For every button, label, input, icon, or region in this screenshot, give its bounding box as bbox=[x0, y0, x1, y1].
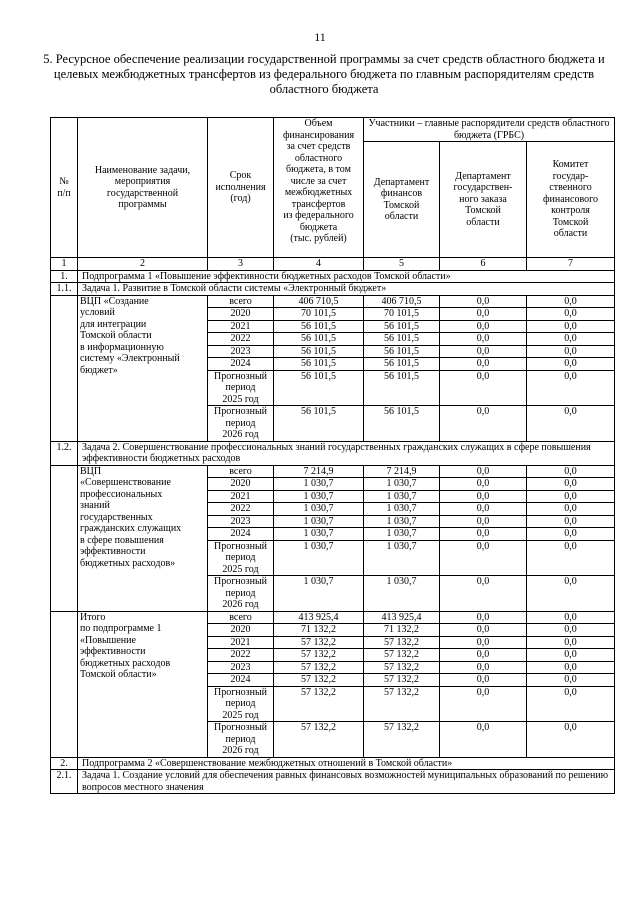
col-number: 6 bbox=[440, 258, 527, 271]
row-num: 2.1. bbox=[51, 770, 78, 794]
col-number: 5 bbox=[364, 258, 440, 271]
term-cell: 2022 bbox=[208, 333, 274, 346]
dept-finance-cell: 57 132,2 bbox=[364, 686, 440, 722]
dept-order-cell: 0,0 bbox=[440, 624, 527, 637]
committee-cell: 0,0 bbox=[527, 295, 615, 308]
dept-order-cell: 0,0 bbox=[440, 540, 527, 576]
total-cell: 57 132,2 bbox=[274, 674, 364, 687]
total-cell: 71 132,2 bbox=[274, 624, 364, 637]
dept-order-cell: 0,0 bbox=[440, 478, 527, 491]
total-cell: 57 132,2 bbox=[274, 661, 364, 674]
header-term: Срок исполнения (год) bbox=[208, 118, 274, 258]
total-cell: 1 030,7 bbox=[274, 503, 364, 516]
row-num-empty bbox=[51, 465, 78, 611]
committee-cell: 0,0 bbox=[527, 636, 615, 649]
dept-finance-cell: 56 101,5 bbox=[364, 406, 440, 442]
dept-finance-cell: 1 030,7 bbox=[364, 540, 440, 576]
dept-finance-cell: 57 132,2 bbox=[364, 636, 440, 649]
term-cell: 2021 bbox=[208, 320, 274, 333]
dept-order-cell: 0,0 bbox=[440, 722, 527, 758]
col-number: 1 bbox=[51, 258, 78, 271]
dept-finance-cell: 57 132,2 bbox=[364, 722, 440, 758]
dept-finance-cell: 57 132,2 bbox=[364, 661, 440, 674]
committee-cell: 0,0 bbox=[527, 406, 615, 442]
total-cell: 1 030,7 bbox=[274, 528, 364, 541]
dept-finance-cell: 1 030,7 bbox=[364, 576, 440, 612]
committee-cell: 0,0 bbox=[527, 478, 615, 491]
row-num: 1.2. bbox=[51, 441, 78, 465]
dept-finance-cell: 7 214,9 bbox=[364, 465, 440, 478]
header-name: Наименование задачи, мероприятия государственной программы bbox=[78, 118, 208, 258]
term-cell: Прогнозный период 2025 год bbox=[208, 686, 274, 722]
row-num: 1.1. bbox=[51, 283, 78, 296]
header-dept-order: Департамент государствен- ного заказа Томской области bbox=[440, 142, 527, 258]
row-num-empty bbox=[51, 611, 78, 757]
total-cell: 1 030,7 bbox=[274, 540, 364, 576]
total-cell: 57 132,2 bbox=[274, 722, 364, 758]
funding-row bbox=[51, 465, 615, 478]
term-cell: 2020 bbox=[208, 308, 274, 321]
term-cell: всего bbox=[208, 295, 274, 308]
funding-row bbox=[51, 295, 615, 308]
dept-order-cell: 0,0 bbox=[440, 649, 527, 662]
term-cell: 2023 bbox=[208, 661, 274, 674]
col-number: 4 bbox=[274, 258, 364, 271]
dept-finance-cell: 70 101,5 bbox=[364, 308, 440, 321]
dept-order-cell: 0,0 bbox=[440, 370, 527, 406]
col-number: 7 bbox=[527, 258, 615, 271]
committee-cell: 0,0 bbox=[527, 320, 615, 333]
dept-finance-cell: 1 030,7 bbox=[364, 503, 440, 516]
total-cell: 56 101,5 bbox=[274, 320, 364, 333]
term-cell: 2021 bbox=[208, 636, 274, 649]
row-num-empty bbox=[51, 295, 78, 441]
section-heading: 5. Ресурсное обеспечение реализации государственной программы за счет средств областного бюджета и целевых межбюджетных трансфертов из федерального бюджета по главным распорядителям средств областного бюджета bbox=[43, 52, 605, 96]
total-cell: 56 101,5 bbox=[274, 370, 364, 406]
activity-name: Итого по подпрограмме 1 «Повышение эффективности бюджетных расходов Томской области» bbox=[78, 611, 208, 757]
dept-order-cell: 0,0 bbox=[440, 358, 527, 371]
committee-cell: 0,0 bbox=[527, 649, 615, 662]
committee-cell: 0,0 bbox=[527, 465, 615, 478]
total-cell: 57 132,2 bbox=[274, 636, 364, 649]
dept-order-cell: 0,0 bbox=[440, 674, 527, 687]
committee-cell: 0,0 bbox=[527, 722, 615, 758]
page-number: 11 bbox=[314, 30, 326, 44]
dept-order-cell: 0,0 bbox=[440, 528, 527, 541]
committee-cell: 0,0 bbox=[527, 540, 615, 576]
dept-order-cell: 0,0 bbox=[440, 636, 527, 649]
term-cell: 2024 bbox=[208, 358, 274, 371]
committee-cell: 0,0 bbox=[527, 345, 615, 358]
term-cell: 2022 bbox=[208, 649, 274, 662]
subprogram-1-title: Подпрограмма 1 «Повышение эффективности бюджетных расходов Томской области» bbox=[78, 270, 615, 283]
subprogram-2-title: Подпрограмма 2 «Совершенствование межбюджетных отношений в Томской области» bbox=[78, 757, 615, 770]
dept-order-cell: 0,0 bbox=[440, 686, 527, 722]
dept-finance-cell: 413 925,4 bbox=[364, 611, 440, 624]
dept-finance-cell: 1 030,7 bbox=[364, 528, 440, 541]
task-1-2-title: Задача 2. Совершенствование профессиональных знаний государственных гражданских служащих в сфере повышения эффективности бюджетных расходов bbox=[78, 441, 615, 465]
task-1-1-row bbox=[51, 283, 615, 296]
committee-cell: 0,0 bbox=[527, 611, 615, 624]
dept-finance-cell: 56 101,5 bbox=[364, 345, 440, 358]
committee-cell: 0,0 bbox=[527, 308, 615, 321]
activity-name: ВЦП «Создание условий для интеграции Томской области в информационную систему «Электронный бюджет» bbox=[78, 295, 208, 441]
total-cell: 413 925,4 bbox=[274, 611, 364, 624]
committee-cell: 0,0 bbox=[527, 674, 615, 687]
total-cell: 1 030,7 bbox=[274, 490, 364, 503]
header-participants: Участники – главные распорядители средств областного бюджета (ГРБС) bbox=[364, 118, 615, 142]
task-2-1-title: Задача 1. Создание условий для обеспечения равных финансовых возможностей муниципальных образований по решению вопросов местного значения bbox=[78, 770, 615, 794]
term-cell: 2020 bbox=[208, 478, 274, 491]
resource-table bbox=[50, 117, 615, 794]
row-num: 1. bbox=[51, 270, 78, 283]
term-cell: 2023 bbox=[208, 515, 274, 528]
activity-name: ВЦП «Совершенствование профессиональных знаний государственных гражданских служащих в сфере повышения эффективности бюджетных расходов» bbox=[78, 465, 208, 611]
term-cell: Прогнозный период 2026 год bbox=[208, 576, 274, 612]
dept-order-cell: 0,0 bbox=[440, 345, 527, 358]
column-number-row bbox=[51, 258, 615, 271]
dept-finance-cell: 56 101,5 bbox=[364, 358, 440, 371]
subprogram-2-row bbox=[51, 757, 615, 770]
committee-cell: 0,0 bbox=[527, 576, 615, 612]
committee-cell: 0,0 bbox=[527, 624, 615, 637]
header-num: № п/п bbox=[51, 118, 78, 258]
total-cell: 56 101,5 bbox=[274, 333, 364, 346]
dept-order-cell: 0,0 bbox=[440, 308, 527, 321]
dept-order-cell: 0,0 bbox=[440, 320, 527, 333]
row-num: 2. bbox=[51, 757, 78, 770]
committee-cell: 0,0 bbox=[527, 358, 615, 371]
term-cell: 2024 bbox=[208, 528, 274, 541]
dept-order-cell: 0,0 bbox=[440, 661, 527, 674]
total-cell: 56 101,5 bbox=[274, 406, 364, 442]
dept-finance-cell: 56 101,5 bbox=[364, 333, 440, 346]
total-cell: 56 101,5 bbox=[274, 358, 364, 371]
dept-finance-cell: 56 101,5 bbox=[364, 370, 440, 406]
committee-cell: 0,0 bbox=[527, 503, 615, 516]
term-cell: Прогнозный период 2025 год bbox=[208, 540, 274, 576]
term-cell: всего bbox=[208, 611, 274, 624]
committee-cell: 0,0 bbox=[527, 528, 615, 541]
header-committee: Комитет государ- ственного финансового контроля Томской области bbox=[527, 142, 615, 258]
dept-order-cell: 0,0 bbox=[440, 515, 527, 528]
term-cell: 2020 bbox=[208, 624, 274, 637]
total-cell: 406 710,5 bbox=[274, 295, 364, 308]
task-1-2-row bbox=[51, 441, 615, 465]
dept-order-cell: 0,0 bbox=[440, 576, 527, 612]
term-cell: 2024 bbox=[208, 674, 274, 687]
term-cell: Прогнозный период 2025 год bbox=[208, 370, 274, 406]
dept-order-cell: 0,0 bbox=[440, 295, 527, 308]
committee-cell: 0,0 bbox=[527, 515, 615, 528]
term-cell: всего bbox=[208, 465, 274, 478]
total-cell: 70 101,5 bbox=[274, 308, 364, 321]
committee-cell: 0,0 bbox=[527, 370, 615, 406]
col-number: 2 bbox=[78, 258, 208, 271]
header-dept-finance: Департамент финансов Томской области bbox=[364, 142, 440, 258]
dept-order-cell: 0,0 bbox=[440, 406, 527, 442]
task-1-1-title: Задача 1. Развитие в Томской области системы «Электронный бюджет» bbox=[78, 283, 615, 296]
dept-order-cell: 0,0 bbox=[440, 611, 527, 624]
term-cell: Прогнозный период 2026 год bbox=[208, 406, 274, 442]
committee-cell: 0,0 bbox=[527, 490, 615, 503]
committee-cell: 0,0 bbox=[527, 661, 615, 674]
dept-finance-cell: 1 030,7 bbox=[364, 490, 440, 503]
term-cell: 2022 bbox=[208, 503, 274, 516]
dept-finance-cell: 57 132,2 bbox=[364, 649, 440, 662]
total-cell: 57 132,2 bbox=[274, 649, 364, 662]
total-cell: 57 132,2 bbox=[274, 686, 364, 722]
total-cell: 7 214,9 bbox=[274, 465, 364, 478]
funding-row bbox=[51, 611, 615, 624]
term-cell: Прогнозный период 2026 год bbox=[208, 722, 274, 758]
dept-finance-cell: 1 030,7 bbox=[364, 515, 440, 528]
dept-order-cell: 0,0 bbox=[440, 465, 527, 478]
col-number: 3 bbox=[208, 258, 274, 271]
committee-cell: 0,0 bbox=[527, 333, 615, 346]
subprogram-1-row bbox=[51, 270, 615, 283]
committee-cell: 0,0 bbox=[527, 686, 615, 722]
dept-finance-cell: 71 132,2 bbox=[364, 624, 440, 637]
dept-finance-cell: 406 710,5 bbox=[364, 295, 440, 308]
dept-finance-cell: 1 030,7 bbox=[364, 478, 440, 491]
total-cell: 1 030,7 bbox=[274, 576, 364, 612]
header-volume: Объем финансирования за счет средств областного бюджета, в том числе за счет межбюджетных трансфертов из федерального бюджета (тыс. рублей) bbox=[274, 118, 364, 258]
dept-order-cell: 0,0 bbox=[440, 490, 527, 503]
total-cell: 1 030,7 bbox=[274, 478, 364, 491]
dept-finance-cell: 56 101,5 bbox=[364, 320, 440, 333]
term-cell: 2023 bbox=[208, 345, 274, 358]
total-cell: 56 101,5 bbox=[274, 345, 364, 358]
dept-finance-cell: 57 132,2 bbox=[364, 674, 440, 687]
term-cell: 2021 bbox=[208, 490, 274, 503]
dept-order-cell: 0,0 bbox=[440, 503, 527, 516]
dept-order-cell: 0,0 bbox=[440, 333, 527, 346]
task-2-1-row bbox=[51, 770, 615, 794]
total-cell: 1 030,7 bbox=[274, 515, 364, 528]
